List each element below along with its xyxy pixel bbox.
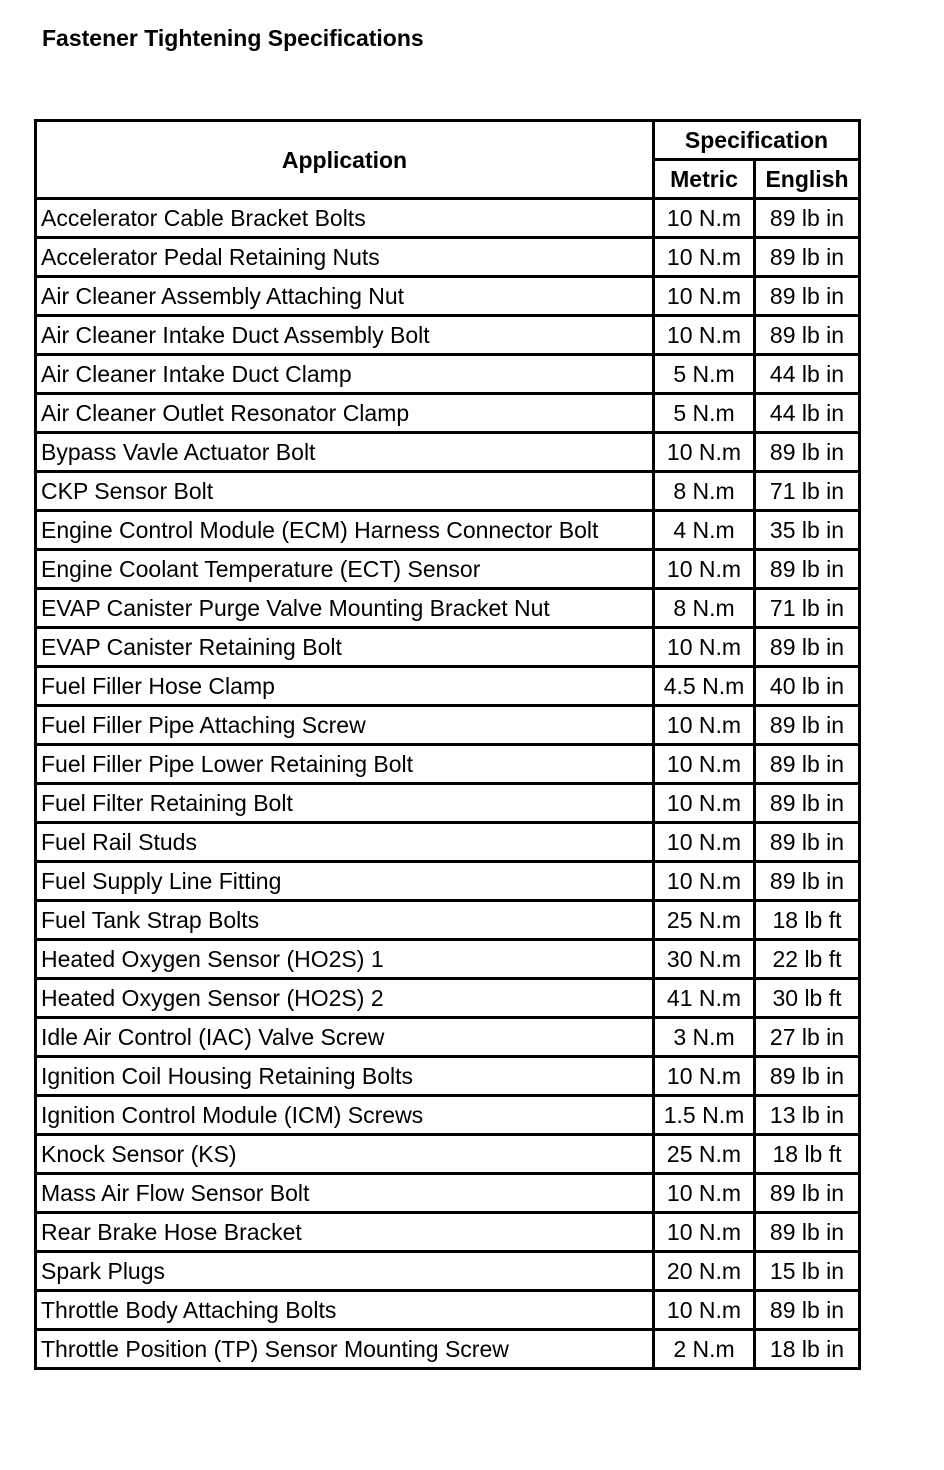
english-cell: 18 lb ft: [755, 901, 860, 940]
table-row: [36, 784, 860, 823]
application-cell: Engine Coolant Temperature (ECT) Sensor: [36, 550, 654, 589]
metric-cell: 10 N.m: [654, 706, 755, 745]
english-cell: 89 lb in: [755, 199, 860, 238]
header-row-top: [36, 121, 860, 160]
table-row: [36, 823, 860, 862]
table-row: [36, 238, 860, 277]
english-cell: 18 lb ft: [755, 1135, 860, 1174]
english-cell: 13 lb in: [755, 1096, 860, 1135]
english-cell: 30 lb ft: [755, 979, 860, 1018]
table-row: [36, 394, 860, 433]
english-cell: 89 lb in: [755, 277, 860, 316]
metric-header: Metric: [654, 160, 755, 199]
table-row: [36, 550, 860, 589]
metric-cell: 8 N.m: [654, 472, 755, 511]
application-cell: CKP Sensor Bolt: [36, 472, 654, 511]
application-cell: Accelerator Pedal Retaining Nuts: [36, 238, 654, 277]
metric-cell: 10 N.m: [654, 784, 755, 823]
table-body: [36, 199, 860, 1369]
application-cell: Fuel Filler Pipe Attaching Screw: [36, 706, 654, 745]
application-cell: Rear Brake Hose Bracket: [36, 1213, 654, 1252]
table-row: [36, 277, 860, 316]
english-cell: 27 lb in: [755, 1018, 860, 1057]
english-cell: 89 lb in: [755, 628, 860, 667]
metric-cell: 10 N.m: [654, 199, 755, 238]
application-cell: Mass Air Flow Sensor Bolt: [36, 1174, 654, 1213]
metric-cell: 10 N.m: [654, 745, 755, 784]
application-cell: Heated Oxygen Sensor (HO2S) 1: [36, 940, 654, 979]
english-cell: 89 lb in: [755, 433, 860, 472]
metric-cell: 4.5 N.m: [654, 667, 755, 706]
table-row: [36, 589, 860, 628]
metric-cell: 3 N.m: [654, 1018, 755, 1057]
fastener-spec-table: [34, 119, 861, 1370]
metric-cell: 10 N.m: [654, 1213, 755, 1252]
table-header: [36, 121, 860, 199]
english-cell: 15 lb in: [755, 1252, 860, 1291]
application-cell: Air Cleaner Intake Duct Clamp: [36, 355, 654, 394]
english-cell: 89 lb in: [755, 745, 860, 784]
application-cell: Throttle Position (TP) Sensor Mounting Screw: [36, 1330, 654, 1369]
application-cell: Bypass Vavle Actuator Bolt: [36, 433, 654, 472]
metric-cell: 5 N.m: [654, 355, 755, 394]
application-cell: Fuel Filler Pipe Lower Retaining Bolt: [36, 745, 654, 784]
metric-cell: 1.5 N.m: [654, 1096, 755, 1135]
application-cell: Air Cleaner Outlet Resonator Clamp: [36, 394, 654, 433]
table-row: [36, 979, 860, 1018]
application-cell: Idle Air Control (IAC) Valve Screw: [36, 1018, 654, 1057]
english-cell: 40 lb in: [755, 667, 860, 706]
table-row: [36, 472, 860, 511]
english-cell: 89 lb in: [755, 238, 860, 277]
english-cell: 44 lb in: [755, 394, 860, 433]
english-cell: 22 lb ft: [755, 940, 860, 979]
english-cell: 35 lb in: [755, 511, 860, 550]
english-cell: 44 lb in: [755, 355, 860, 394]
metric-cell: 30 N.m: [654, 940, 755, 979]
application-cell: Ignition Coil Housing Retaining Bolts: [36, 1057, 654, 1096]
metric-cell: 10 N.m: [654, 1057, 755, 1096]
table-row: [36, 901, 860, 940]
table-row: [36, 1057, 860, 1096]
english-cell: 71 lb in: [755, 589, 860, 628]
document-title: Fastener Tightening Specifications: [42, 25, 424, 51]
english-cell: 89 lb in: [755, 1057, 860, 1096]
metric-cell: 8 N.m: [654, 589, 755, 628]
metric-cell: 10 N.m: [654, 550, 755, 589]
english-cell: 89 lb in: [755, 316, 860, 355]
table-row: [36, 1018, 860, 1057]
table-row: [36, 433, 860, 472]
table-row: [36, 940, 860, 979]
english-cell: 71 lb in: [755, 472, 860, 511]
english-header: English: [755, 160, 860, 199]
table-row: [36, 1135, 860, 1174]
table-row: [36, 628, 860, 667]
application-cell: Fuel Rail Studs: [36, 823, 654, 862]
application-cell: EVAP Canister Retaining Bolt: [36, 628, 654, 667]
metric-cell: 5 N.m: [654, 394, 755, 433]
application-cell: Ignition Control Module (ICM) Screws: [36, 1096, 654, 1135]
table-row: [36, 1252, 860, 1291]
metric-cell: 41 N.m: [654, 979, 755, 1018]
english-cell: 89 lb in: [755, 1213, 860, 1252]
english-cell: 89 lb in: [755, 550, 860, 589]
table-row: [36, 862, 860, 901]
table-row: [36, 1174, 860, 1213]
table-row: [36, 1291, 860, 1330]
application-cell: Fuel Supply Line Fitting: [36, 862, 654, 901]
metric-cell: 10 N.m: [654, 823, 755, 862]
english-cell: 89 lb in: [755, 823, 860, 862]
application-cell: EVAP Canister Purge Valve Mounting Bracket Nut: [36, 589, 654, 628]
table-row: [36, 355, 860, 394]
table-row: [36, 667, 860, 706]
application-cell: Air Cleaner Assembly Attaching Nut: [36, 277, 654, 316]
application-cell: Fuel Tank Strap Bolts: [36, 901, 654, 940]
application-cell: Fuel Filler Hose Clamp: [36, 667, 654, 706]
application-cell: Heated Oxygen Sensor (HO2S) 2: [36, 979, 654, 1018]
application-cell: Fuel Filter Retaining Bolt: [36, 784, 654, 823]
english-cell: 89 lb in: [755, 706, 860, 745]
application-cell: Air Cleaner Intake Duct Assembly Bolt: [36, 316, 654, 355]
metric-cell: 4 N.m: [654, 511, 755, 550]
english-cell: 89 lb in: [755, 784, 860, 823]
metric-cell: 10 N.m: [654, 316, 755, 355]
table-row: [36, 745, 860, 784]
metric-cell: 25 N.m: [654, 901, 755, 940]
metric-cell: 10 N.m: [654, 1174, 755, 1213]
table-row: [36, 199, 860, 238]
table-row: [36, 316, 860, 355]
metric-cell: 10 N.m: [654, 628, 755, 667]
english-cell: 18 lb in: [755, 1330, 860, 1369]
specification-header: Specification: [654, 121, 860, 160]
metric-cell: 10 N.m: [654, 862, 755, 901]
application-cell: Spark Plugs: [36, 1252, 654, 1291]
application-header: Application: [36, 121, 654, 199]
table-row: [36, 511, 860, 550]
application-cell: Throttle Body Attaching Bolts: [36, 1291, 654, 1330]
table-row: [36, 1213, 860, 1252]
metric-cell: 20 N.m: [654, 1252, 755, 1291]
english-cell: 89 lb in: [755, 1174, 860, 1213]
english-cell: 89 lb in: [755, 1291, 860, 1330]
table-row: [36, 706, 860, 745]
metric-cell: 2 N.m: [654, 1330, 755, 1369]
metric-cell: 25 N.m: [654, 1135, 755, 1174]
application-cell: Engine Control Module (ECM) Harness Connector Bolt: [36, 511, 654, 550]
metric-cell: 10 N.m: [654, 277, 755, 316]
metric-cell: 10 N.m: [654, 433, 755, 472]
application-cell: Accelerator Cable Bracket Bolts: [36, 199, 654, 238]
table-row: [36, 1330, 860, 1369]
table-row: [36, 1096, 860, 1135]
english-cell: 89 lb in: [755, 862, 860, 901]
application-cell: Knock Sensor (KS): [36, 1135, 654, 1174]
metric-cell: 10 N.m: [654, 1291, 755, 1330]
metric-cell: 10 N.m: [654, 238, 755, 277]
